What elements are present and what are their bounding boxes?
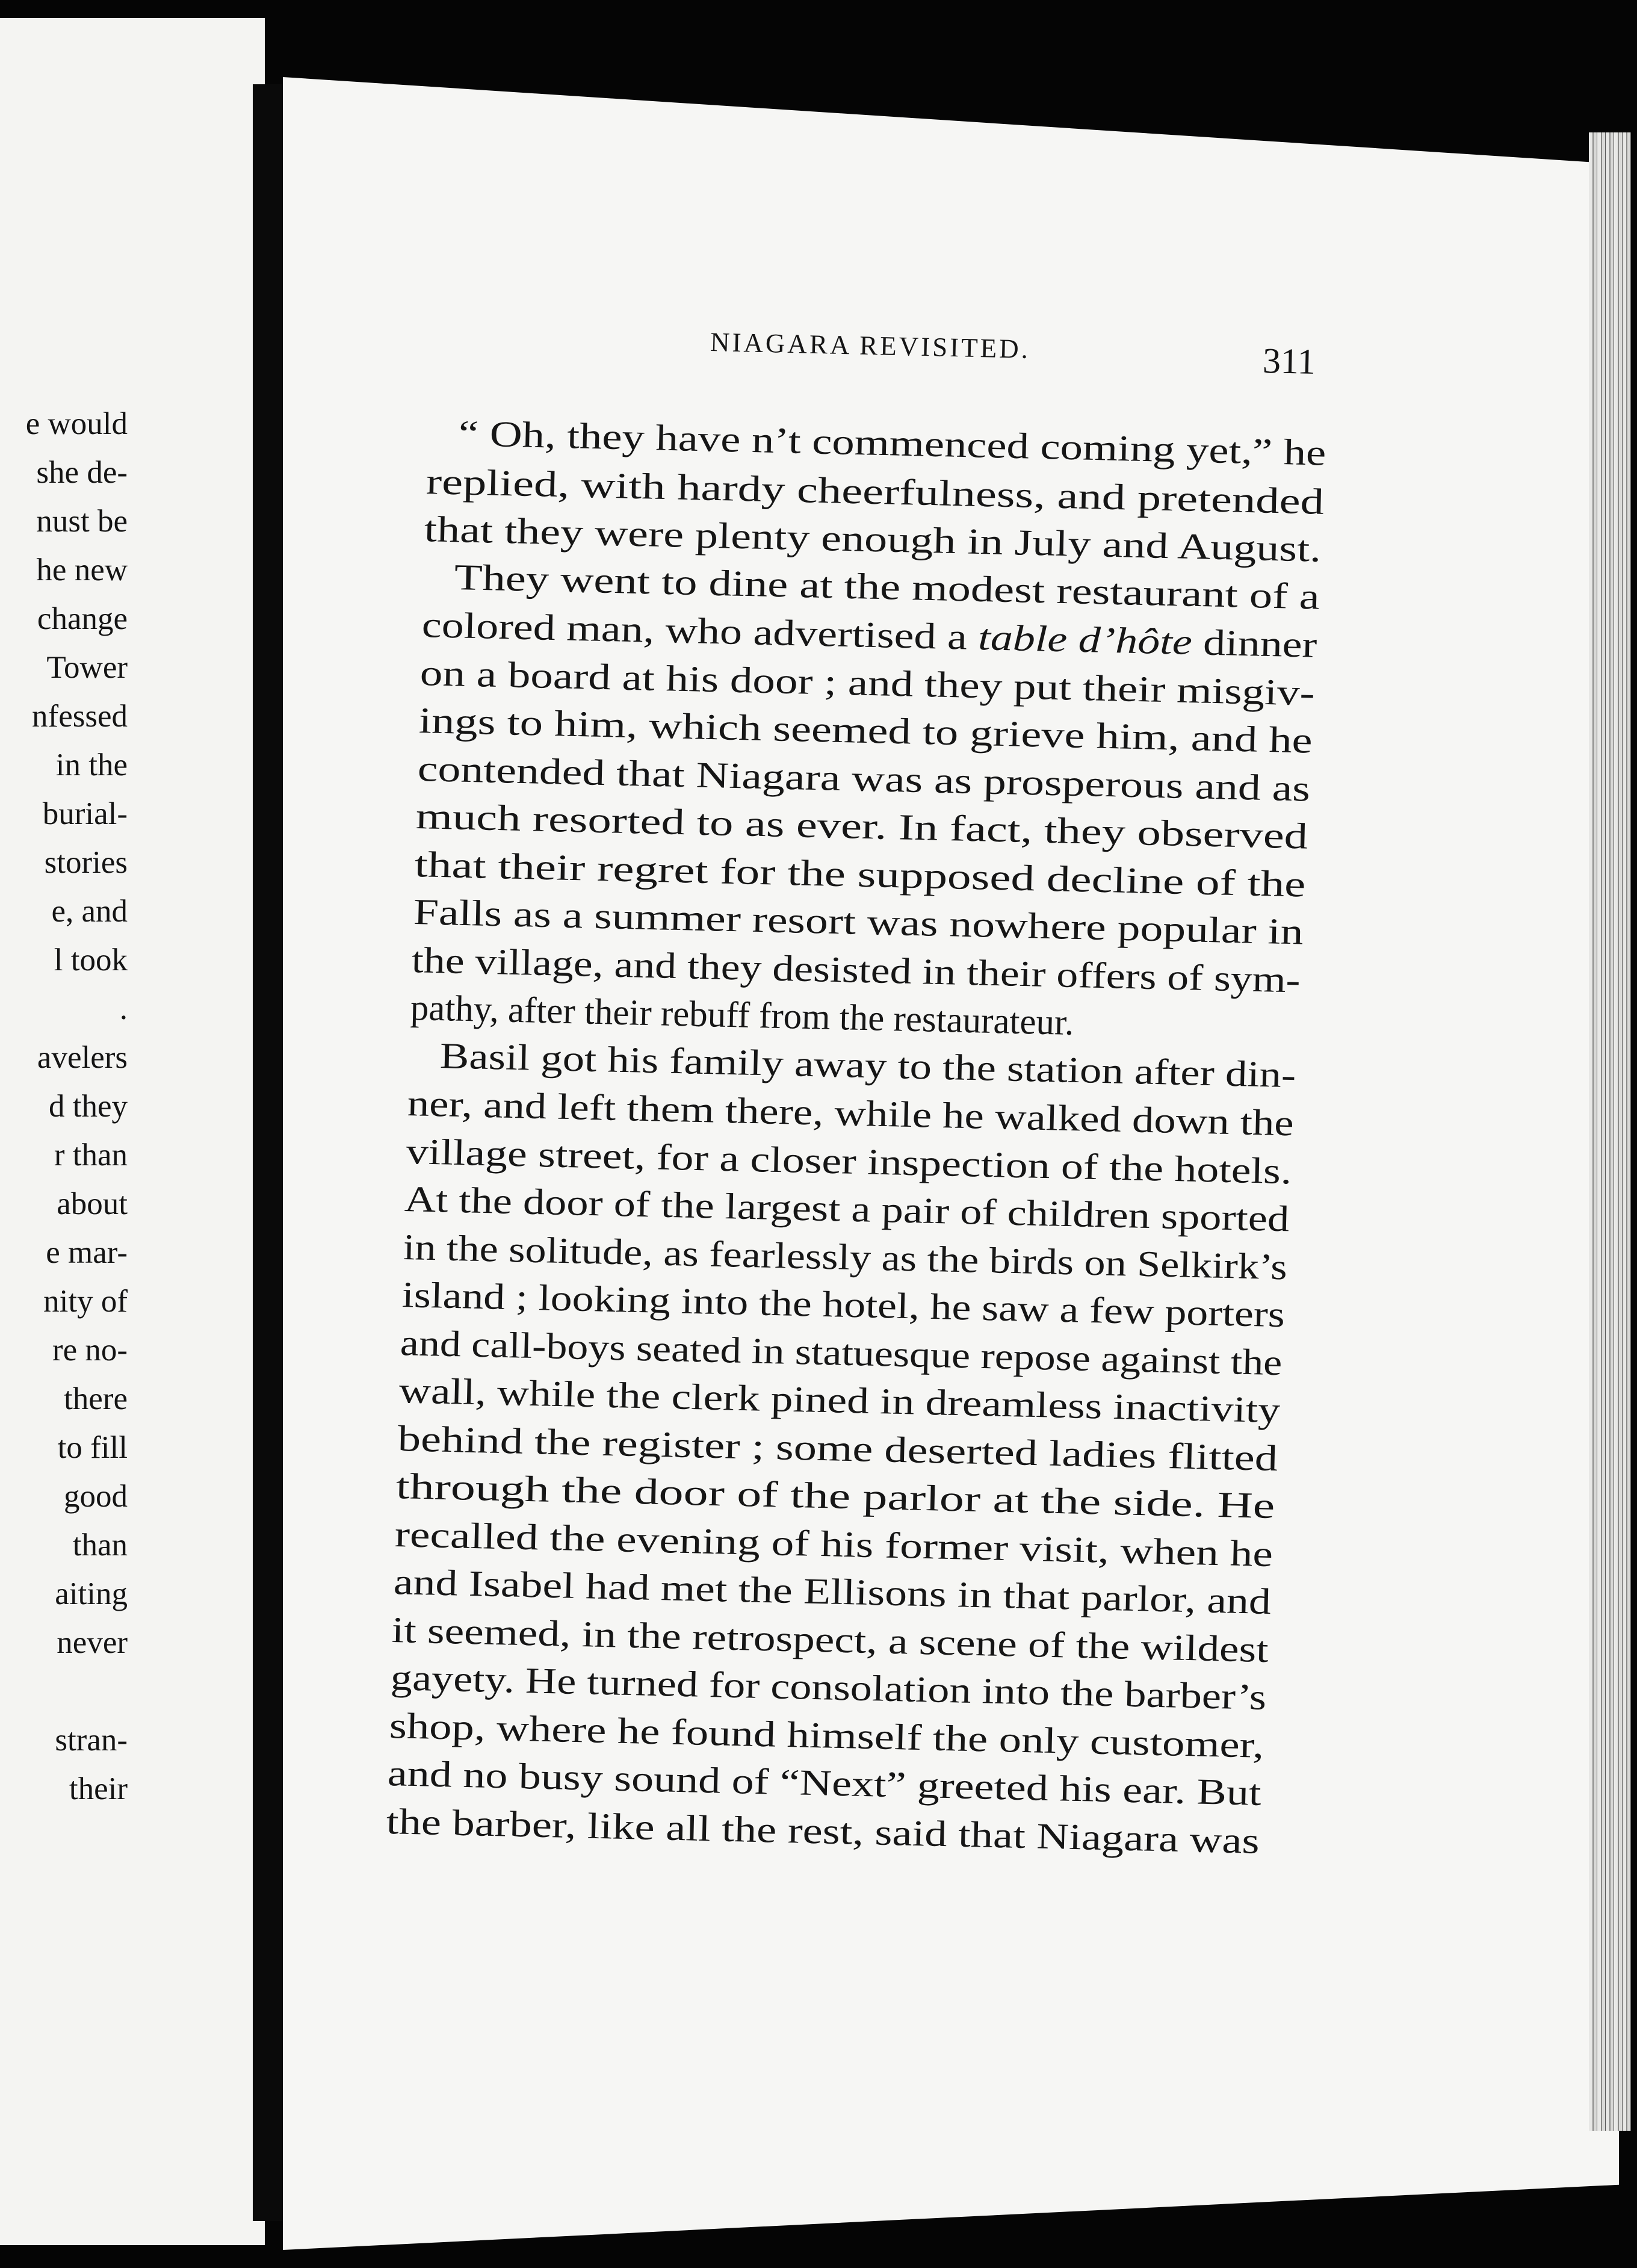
- facing-page-line: nfessed: [32, 699, 128, 734]
- facing-page-line: about: [57, 1186, 128, 1221]
- text-line: gayety. He turned for consolation into the barber’s: [390, 1658, 1267, 1718]
- text-line: much resorted to as ever. In fact, they observed: [415, 796, 1308, 857]
- text-line: behind the register ; some deserted ladies flitted: [397, 1418, 1278, 1479]
- facing-page-line: their: [69, 1771, 128, 1806]
- facing-page-line: change: [37, 601, 128, 636]
- page-edges: [1589, 132, 1631, 2131]
- facing-page-line: to fill: [57, 1430, 128, 1465]
- facing-page-line: there: [64, 1381, 128, 1416]
- facing-page: [0, 18, 265, 2245]
- facing-page-line: good: [64, 1479, 128, 1514]
- page-number: 311: [1262, 341, 1316, 382]
- facing-page-line: aiting: [55, 1576, 128, 1611]
- facing-page-line: never: [57, 1625, 128, 1660]
- text-line: Basil got his family away to the station after din-: [439, 1035, 1297, 1095]
- facing-page-line: r than: [54, 1138, 128, 1173]
- text-line: the village, and they desisted in their offers of sym-: [411, 940, 1301, 1000]
- facing-page-line: she de-: [36, 455, 128, 490]
- facing-page-line: e, and: [51, 894, 128, 929]
- text-line: pathy, after their rebuff from the restaurateur.: [410, 988, 1074, 1044]
- running-head: NIAGARA REVISITED.: [710, 326, 1031, 365]
- text-line: replied, with hardy cheerfulness, and pretended: [425, 461, 1325, 522]
- text-line: in the solitude, as fearlessly as the birds on Selkirk’s: [403, 1227, 1288, 1287]
- text-line: it seemed, in the retrospect, a scene of the wildest: [391, 1610, 1269, 1670]
- facing-page-line: stran-: [55, 1723, 128, 1758]
- facing-page-line: l took: [54, 943, 128, 978]
- text-line: “ Oh, they have n’t commenced coming yet,” he: [458, 414, 1327, 474]
- text-line: and call-boys seated in statuesque repose against the: [400, 1322, 1283, 1383]
- text-line: that their regret for the supposed decline of the: [414, 844, 1306, 905]
- facing-page-line: .: [119, 991, 128, 1026]
- facing-page-line: he new: [36, 553, 128, 587]
- text-line: At the door of the largest a pair of children sported: [404, 1179, 1290, 1240]
- facing-page-line: e mar-: [46, 1235, 128, 1270]
- text-line: and no busy sound of “Next” greeted his ear. But: [387, 1753, 1262, 1814]
- text-line: ner, and left them there, while he walked down the: [407, 1083, 1295, 1144]
- facing-page-line: d they: [49, 1089, 128, 1124]
- text-line: They went to dine at the modest restaurant of a: [454, 557, 1320, 618]
- text-line: and Isabel had met the Ellisons in that parlor, and: [392, 1562, 1272, 1623]
- text-line: recalled the evening of his former visit, when he: [394, 1514, 1273, 1575]
- text-line: Falls as a summer resort was nowhere popular in: [412, 892, 1304, 953]
- text-line: on a board at his door ; and they put their misgiv-: [419, 652, 1316, 714]
- text-line: through the door of the parlor at the side. He: [395, 1466, 1276, 1527]
- facing-page-line: avelers: [37, 1040, 128, 1075]
- text-line: shop, where he found himself the only customer,: [388, 1705, 1264, 1766]
- facing-page-line: burial-: [42, 796, 128, 831]
- facing-page-line: Tower: [46, 650, 128, 685]
- facing-page-line: e would: [25, 406, 128, 441]
- facing-page-line: stories: [44, 845, 128, 880]
- text-line: contended that Niagara was as prosperous and as: [416, 748, 1311, 810]
- text-line: colored man, who advertised a table d’hôte dinner: [421, 605, 1317, 666]
- text-line: island ; looking into the hotel, he saw a few porters: [401, 1275, 1286, 1336]
- text-line: village street, for a closer inspection of the hotels.: [405, 1131, 1292, 1192]
- facing-page-line: re no-: [52, 1333, 128, 1368]
- text-line: wall, while the clerk pined in dreamless inactivity: [398, 1371, 1281, 1431]
- text-line: ings to him, which seemed to grieve him, and he: [418, 701, 1313, 761]
- facing-page-line: in the: [55, 748, 128, 782]
- facing-page-line: nust be: [36, 504, 128, 539]
- text-line: that they were plenty enough in July and August.: [424, 509, 1322, 570]
- text-line: the barber, like all the rest, said that Niagara was: [386, 1801, 1260, 1862]
- facing-page-line: nity of: [43, 1284, 128, 1319]
- facing-page-line: than: [72, 1528, 128, 1563]
